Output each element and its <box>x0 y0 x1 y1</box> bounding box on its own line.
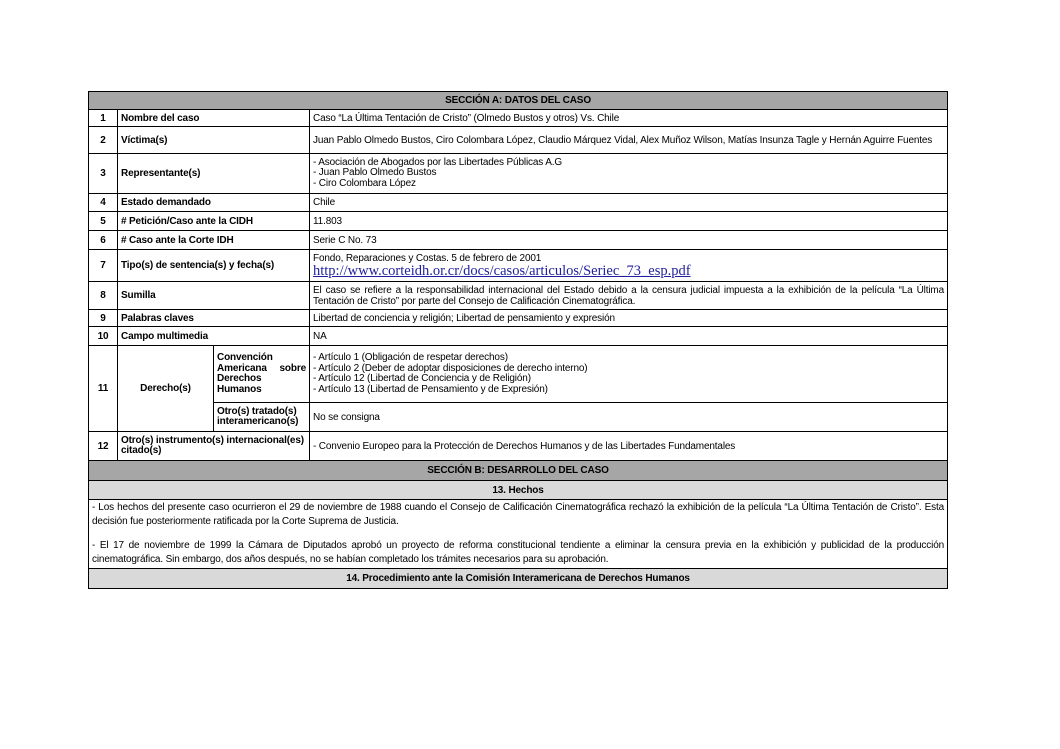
facts-paragraph: - Los hechos del presente caso ocurrieron el 29 de noviembre de 1988 cuando el Consejo de Calificación Cinematográfica rechazó la exhibición de la película “La Última Tentación de Cristo”. Esta decisión fue posteriormente ratificada por la Corte Suprema de Justicia. <box>92 502 945 527</box>
commission-procedure-header: 14. Procedimiento ante la Comisión Interamericana de Derechos Humanos <box>89 569 948 589</box>
victims-value: Juan Pablo Olmedo Bustos, Ciro Colombara López, Claudio Márquez Vidal, Alex Muñoz Wilson, Matías Insunza Tagle y Hernán Aguirre Fuentes <box>310 127 948 154</box>
case-data-table <box>88 91 948 589</box>
court-case-number-value: Serie C No. 73 <box>310 231 948 250</box>
american-convention-articles <box>310 346 948 403</box>
article-line: - Artículo 2 (Deber de adoptar disposiciones de derecho interno) <box>313 362 588 374</box>
row-number: 2 <box>89 127 118 154</box>
table-row <box>89 327 948 346</box>
summary-value: El caso se refiere a la responsabilidad internacional del Estado debido a la censura judicial impuesta a la exhibición de la película “La Última Tentación de Cristo” por parte del Consejo de Calificación Cinematográfica. <box>310 282 948 310</box>
row-number: 10 <box>89 327 118 346</box>
table-row <box>89 231 948 250</box>
representative-line: - Asociación de Abogados por las Libertades Públicas A.G <box>313 156 562 168</box>
table-row <box>89 403 948 432</box>
table-row <box>89 127 948 154</box>
representative-line: - Ciro Colombara López <box>313 177 416 189</box>
table-row <box>89 282 948 310</box>
row-number: 9 <box>89 310 118 327</box>
petition-number-value: 11.803 <box>310 212 948 231</box>
petition-number-label: # Petición/Caso ante la CIDH <box>118 212 310 231</box>
table-row <box>89 310 948 327</box>
article-line: - Artículo 13 (Libertad de Pensamiento y de Expresión) <box>313 383 548 395</box>
article-line: - Artículo 1 (Obligación de respetar derechos) <box>313 352 508 363</box>
judgment-link[interactable]: http://www.corteidh.or.cr/docs/casos/articulos/Seriec_73_esp.pdf <box>313 262 691 279</box>
other-treaties-value: No se consigna <box>310 403 948 432</box>
multimedia-value: NA <box>310 327 948 346</box>
table-row <box>89 212 948 231</box>
article-line: - Artículo 12 (Libertad de Conciencia y de Religión) <box>313 373 531 384</box>
judgment-type-label: Tipo(s) de sentencia(s) y fecha(s) <box>118 250 310 282</box>
table-row <box>89 154 948 194</box>
american-convention-label: Convención Americana sobre Derechos Humanos <box>214 346 310 403</box>
court-case-number-label: # Caso ante la Corte IDH <box>118 231 310 250</box>
section-a-header: SECCIÓN A: DATOS DEL CASO <box>89 92 948 110</box>
table-row <box>89 432 948 461</box>
multimedia-label: Campo multimedia <box>118 327 310 346</box>
keywords-label: Palabras claves <box>118 310 310 327</box>
row-number: 12 <box>89 432 118 461</box>
facts-body <box>89 500 948 569</box>
other-treaties-label: Otro(s) tratado(s) interamericano(s) <box>214 403 310 432</box>
table-row <box>89 194 948 212</box>
case-name-value: Caso “La Última Tentación de Cristo” (Olmedo Bustos y otros) Vs. Chile <box>310 110 948 127</box>
representatives-value <box>310 154 948 194</box>
judgment-description: Fondo, Reparaciones y Costas. 5 de febrero de 2001 <box>313 252 542 264</box>
row-number: 6 <box>89 231 118 250</box>
row-number: 7 <box>89 250 118 282</box>
table-row <box>89 346 948 403</box>
row-number: 8 <box>89 282 118 310</box>
representatives-label: Representante(s) <box>118 154 310 194</box>
other-instruments-value: - Convenio Europeo para la Protección de Derechos Humanos y de las Libertades Fundamentales <box>310 432 948 461</box>
row-number: 5 <box>89 212 118 231</box>
judgment-type-value <box>310 250 948 282</box>
table-row <box>89 250 948 282</box>
table-row <box>89 110 948 127</box>
other-instruments-label: Otro(s) instrumento(s) internacional(es) citado(s) <box>118 432 310 461</box>
victims-label: Víctima(s) <box>118 127 310 154</box>
summary-label: Sumilla <box>118 282 310 310</box>
rights-label: Derecho(s) <box>118 346 214 432</box>
representative-line: - Juan Pablo Olmedo Bustos <box>313 167 437 179</box>
respondent-state-label: Estado demandado <box>118 194 310 212</box>
respondent-state-value: Chile <box>310 194 948 212</box>
row-number: 3 <box>89 154 118 194</box>
section-b-header: SECCIÓN B: DESARROLLO DEL CASO <box>89 461 948 481</box>
facts-header: 13. Hechos <box>89 481 948 500</box>
case-name-label: Nombre del caso <box>118 110 310 127</box>
keywords-value: Libertad de conciencia y religión; Libertad de pensamiento y expresión <box>310 310 948 327</box>
row-number: 11 <box>89 346 118 432</box>
facts-paragraph: - El 17 de noviembre de 1999 la Cámara de Diputados aprobó un proyecto de reforma constitucional tendiente a eliminar la censura previa en la exhibición y publicidad de la producción cinematográfica. Sin embargo, dos años después, no se habían completado los trámites necesarios para su aprobación. <box>92 540 945 565</box>
row-number: 4 <box>89 194 118 212</box>
row-number: 1 <box>89 110 118 127</box>
